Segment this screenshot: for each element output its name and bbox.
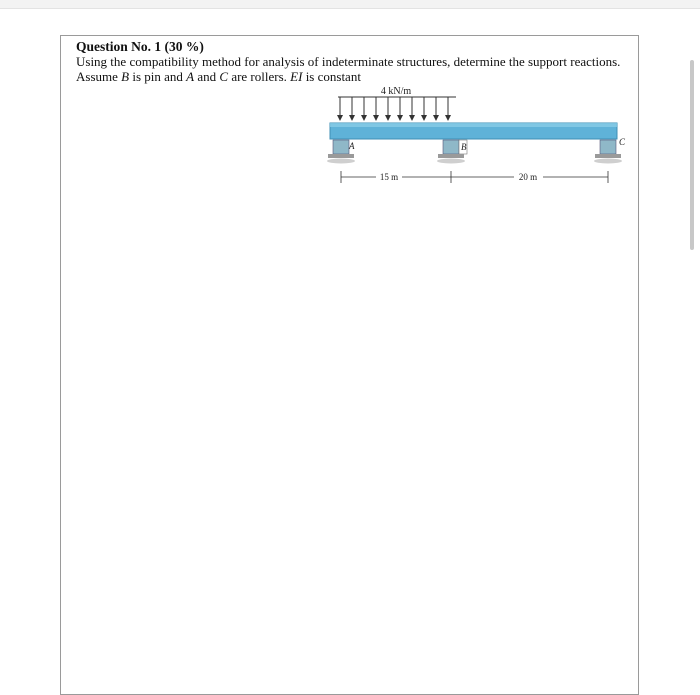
top-rule [0, 0, 700, 9]
question-text-line-2: Assume B is pin and A and C are rollers. EI is constant [76, 69, 361, 84]
load-arrow [373, 97, 379, 121]
load-arrow [349, 97, 355, 121]
span-bc-label: 20 m [518, 172, 538, 182]
load-arrow [433, 97, 439, 121]
load-arrow [361, 97, 367, 121]
support-a-label: A [349, 141, 355, 151]
question-text-line-1: Using the compatibility method for analysis of indeterminate structures, determine the support reactions. [76, 54, 621, 69]
beam-diagram [318, 82, 640, 192]
question-title: Question No. 1 (30 %) [76, 39, 204, 54]
load-arrow [421, 97, 427, 121]
load-label: 4 kN/m [380, 86, 412, 97]
support-c [594, 140, 622, 164]
scrollbar[interactable] [690, 60, 694, 250]
beam-highlight [330, 123, 617, 127]
load-arrow [397, 97, 403, 121]
load-arrow [445, 97, 451, 121]
load-arrow [409, 97, 415, 121]
distributed-load-arrows [337, 97, 451, 121]
load-arrow [337, 97, 343, 121]
support-b-label: B [461, 142, 467, 152]
span-ab-label: 15 m [379, 172, 399, 182]
support-c-label: C [619, 137, 626, 147]
load-arrow [385, 97, 391, 121]
